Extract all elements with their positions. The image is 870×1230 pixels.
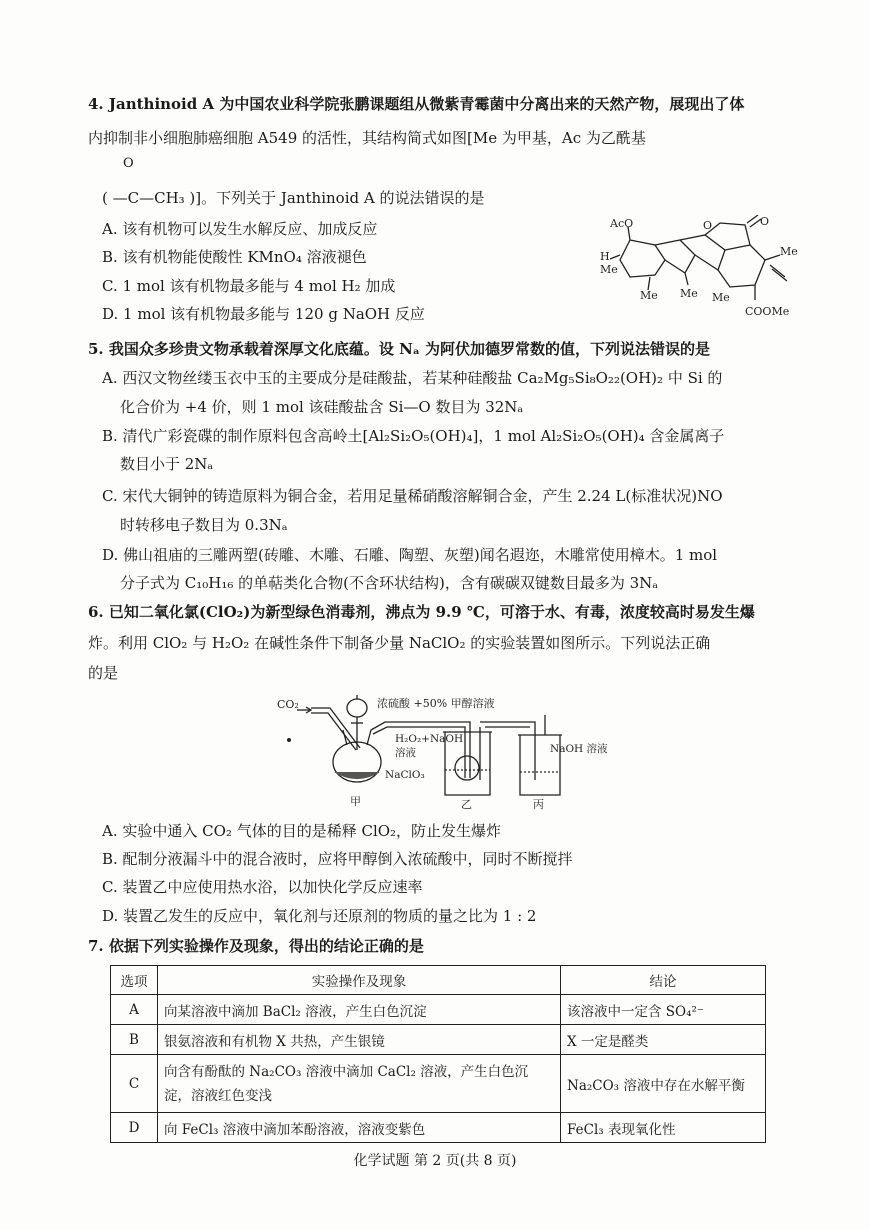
q4-option-c: C. 1 mol 该有机物最多能与 4 mol H₂ 加成 [102,277,396,295]
row-conclusion: FeCl₃ 表现氧化性 [561,1113,766,1143]
q6-stem-line3: 的是 [88,664,119,682]
row-operation: 向含有酚酞的 Na₂CO₃ 溶液中滴加 CaCl₂ 溶液，产生白色沉淀，溶液红色变浅 [158,1055,561,1113]
q5-option-c-line2: 时转移电子数目为 0.3Nₐ [120,516,288,534]
h2o2-solution-label: 溶液 [395,747,416,759]
q5-option-a-line2: 化合价为 +4 价，则 1 mol 该硅酸盐含 Si—O 数目为 32Nₐ [120,398,524,416]
row-option: A [111,995,158,1025]
q5-option-c-line1: C. 宋代大铜钟的铸造原料为铜合金，若用足量稀硝酸溶解铜合金，产生 2.24 L(标准状况)NO [102,487,723,505]
h2o2-naoh-label: H₂O₂+NaOH [395,733,464,745]
q4-stem-line2: 内抑制非小细胞肺癌细胞 A549 的活性，其结构简式如图[Me 为甲基，Ac 为乙酰基 [88,129,646,147]
struct-coome-label: COOMe [745,305,790,318]
naclo3-label: NaClO₃ [385,769,425,781]
struct-me-label-1: Me [600,263,618,276]
q6-option-b: B. 配制分液漏斗中的混合液时，应将甲醇倒入浓硫酸中，同时不断搅拌 [102,850,573,868]
page-footer: 化学试题 第 2 页(共 8 页) [353,1153,517,1169]
vessel-yi-label: 乙 [461,798,472,810]
struct-h-label: H [600,250,610,263]
row-operation: 向 FeCl₃ 溶液中滴加苯酚溶液，溶液变紫色 [158,1113,561,1143]
q6-option-c: C. 装置乙中应使用热水浴，以加快化学反应速率 [102,878,423,896]
table-row [111,1113,766,1143]
q4-option-b: B. 该有机物能使酸性 KMnO₄ 溶液褪色 [102,248,367,266]
q5-option-d-line2: 分子式为 C₁₀H₁₆ 的单萜类化合物(不含环状结构)，含有碳碳双键数目最多为 3Nₐ [120,574,659,592]
row-conclusion: Na₂CO₃ 溶液中存在水解平衡 [561,1055,766,1113]
janthinoid-structure [600,215,815,325]
struct-me-label-2: Me [640,289,658,302]
table-header-row [111,966,766,995]
vessel-bing-label: 丙 [533,798,544,810]
header-option: 选项 [111,966,158,995]
vessel-jia-label: 甲 [350,795,361,808]
row-operation: 向某溶液中滴加 BaCl₂ 溶液，产生白色沉淀 [158,995,561,1025]
q6-stem-line1: 6. 已知二氧化氯(ClO₂)为新型绿色消毒剂，沸点为 9.9 ℃，可溶于水、有毒，浓度较高时易发生爆 [88,603,755,621]
struct-o-label-1: O [703,219,713,232]
struct-o-label-2: O [760,215,770,228]
q6-stem-line2: 炸。利用 ClO₂ 与 H₂O₂ 在碱性条件下制备少量 NaClO₂ 的实验装置如图所示。下列说法正确 [88,634,711,652]
q7-table [110,965,766,1143]
q5-option-d-line1: D. 佛山祖庙的三雕两塑(砖雕、木雕、石雕、陶塑、灰塑)闻名遐迩，木雕常使用樟木。1 mol [102,546,718,564]
struct-aco-label: AcO [610,217,634,230]
naoh-solution-label: NaOH 溶液 [550,743,608,755]
q4-stem-line3: ( —C—CH₃ )]。下列关于 Janthinoid A 的说法错误的是 [102,189,485,207]
struct-me-label-4: Me [712,291,730,304]
apparatus-diagram [275,690,615,810]
q5-option-b-line1: B. 清代广彩瓷碟的制作原料包含高岭土[Al₂Si₂O₅(OH)₄]，1 mol Al₂Si₂O₅(OH)₄ 含金属离子 [102,427,725,445]
row-option: D [111,1113,158,1143]
struct-me-label-5: Me [780,245,798,258]
q5-option-a-line1: A. 西汉文物丝缕玉衣中玉的主要成分是硅酸盐，若某种硅酸盐 Ca₂Mg₅Si₈O₂₂(OH)₂ 中 Si 的 [102,369,723,387]
table-row [111,995,766,1025]
q4-option-d: D. 1 mol 该有机物最多能与 120 g NaOH 反应 [102,305,425,323]
header-operation: 实验操作及现象 [158,966,561,995]
header-conclusion: 结论 [561,966,766,995]
table-row [111,1055,766,1113]
row-operation: 银氨溶液和有机物 X 共热，产生银镜 [158,1025,561,1055]
acid-mixture-label: 浓硫酸 +50% 甲醇溶液 [377,697,495,710]
row-conclusion: X 一定是醛类 [561,1025,766,1055]
row-conclusion: 该溶液中一定含 SO₄²⁻ [561,995,766,1025]
row-option: C [111,1055,158,1113]
q6-option-d: D. 装置乙发生的反应中，氧化剂与还原剂的物质的量之比为 1 : 2 [102,907,537,925]
table-row [111,1025,766,1055]
q4-option-a: A. 该有机物可以发生水解反应、加成反应 [102,220,378,238]
q4-stem-line1: 4. Janthinoid A 为中国农业科学院张鹏课题组从微紫青霉菌中分离出来的天然产物，展现出了体 [88,95,745,113]
q5-option-b-line2: 数目小于 2Nₐ [120,455,214,473]
co2-label: CO₂ [277,698,299,711]
q5-stem: 5. 我国众多珍贵文物承载着深厚文化底蕴。设 Nₐ 为阿伏加德罗常数的值，下列说法错误的是 [88,340,711,358]
q6-option-a: A. 实验中通入 CO₂ 气体的目的是稀释 ClO₂，防止发生爆炸 [102,822,502,840]
q4-acyl-oxygen: O [123,156,134,171]
row-option: B [111,1025,158,1055]
q7-stem: 7. 依据下列实验操作及现象，得出的结论正确的是 [88,937,424,955]
struct-me-label-3: Me [680,287,698,300]
